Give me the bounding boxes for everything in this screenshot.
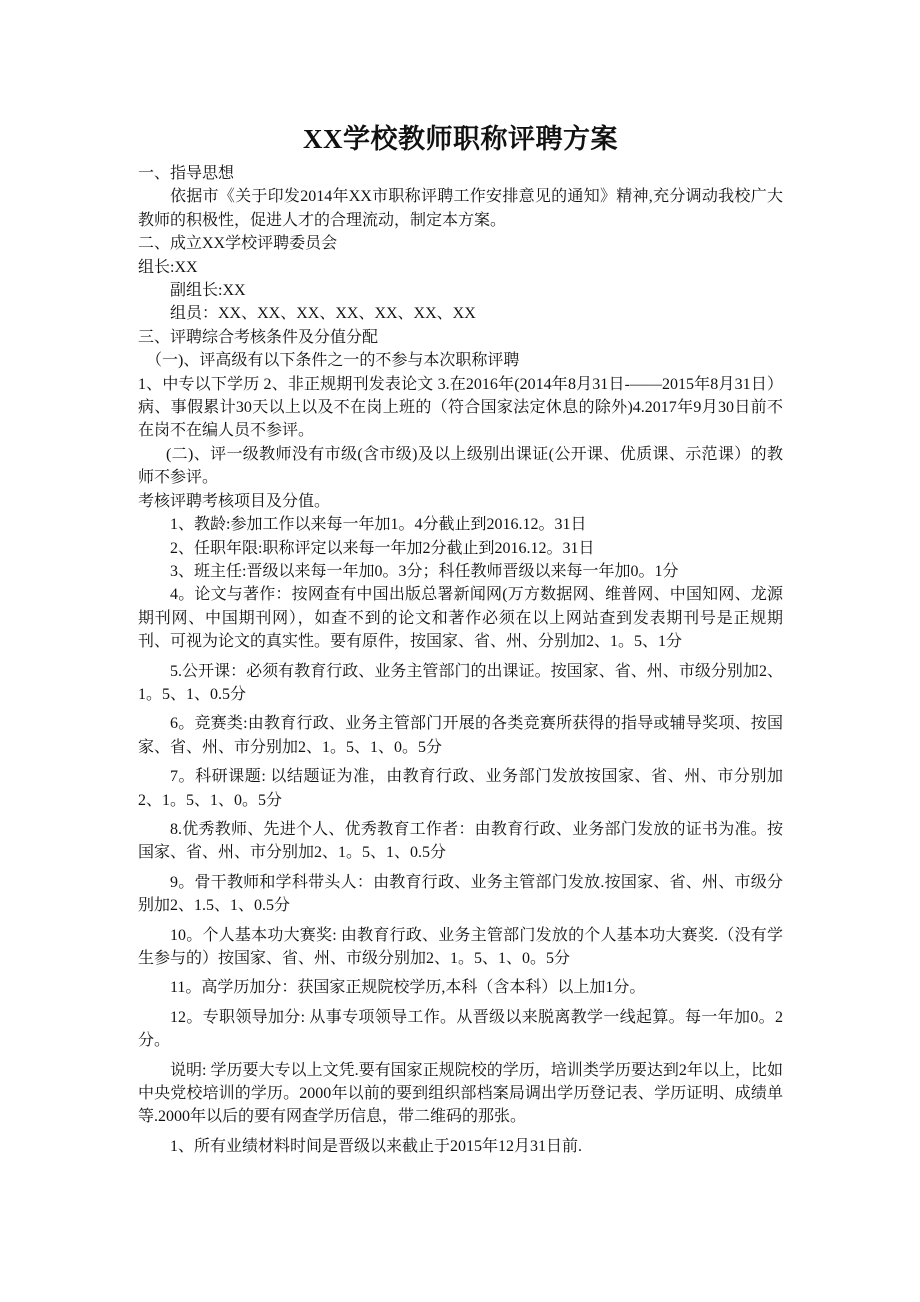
item-tenure-years: 2、任职年限:职称评定以来每一年加2分截止到2016.12。31日 [170, 539, 595, 557]
paragraph-exclusion-conditions: 1、中专以下学历 2、非正规期刊发表论文 3.在2016年(2014年8月31日-——2015年8月31日）病、事假累计30天以上以及不在岗上班的（符合国家法定休息的除外)4.2017年9月30日前不在岗不在编人员不参评。 [138, 375, 783, 440]
item-basic-skills: 10。个人基本功大赛奖: 由教育行政、业务主管部门发放的个人基本功大赛奖.（没有学生参与的）按国家、省、州、市级分别加2、1。5、1、0。5分 [138, 926, 783, 967]
subheading-senior-exclusion: （一)、评高级有以下条件之一的不参与本次职称评聘 [146, 352, 520, 370]
committee-deputy-leader: 副组长:XX [170, 282, 246, 300]
paragraph-materials-deadline: 1、所有业绩材料时间是晋级以来截止于2015年12月31日前. [170, 1137, 583, 1155]
section-heading-conditions: 三、评聘综合考核条件及分值分配 [138, 328, 379, 346]
section-heading-committee: 二、成立XX学校评聘委员会 [138, 235, 338, 253]
item-teaching-years: 1、教龄:参加工作以来每一年加1。4分截止到2016.12。31日 [170, 516, 587, 534]
subheading-first-level-exclusion: (二)、评一级教师没有市级(含市级)及以上级别出课证(公开课、优质课、示范课）的教师不参评。 [138, 445, 783, 487]
document-page [138, 0, 783, 1158]
item-higher-education: 11。高学历加分：获国家正规院校学历,本科（含本科）以上加1分。 [170, 979, 646, 997]
committee-leader: 组长:XX [138, 258, 198, 276]
item-class-teacher: 3、班主任:晋级以来每一年加0。3分；科任教师晋级以来每一年加0。1分 [170, 562, 679, 580]
item-excellent-teacher: 8.优秀教师、先进个人、优秀教育工作者：由教育行政、业务部门发放的证书为准。按国家、省、州、市分别加2、1。5、1、0.5分 [138, 820, 783, 862]
item-competitions: 6。竞赛类:由教育行政、业务主管部门开展的各类竞赛所获得的指导或辅导奖项、按国家、省、州、市分别加2、1。5、1、0。5分 [138, 715, 783, 756]
item-papers: 4。论文与著作：按网查有中国出版总署新闻网(万方数据网、维普网、中国知网、龙源期刊网、中国期刊网），如查不到的论文和著作必须在以上网站查到发表期刊号是正规期刊、可视为论文的真实性。要有原件，按国家、省、州、分别加2、1。5、1分 [138, 586, 783, 651]
committee-members: 组员：XX、XX、XX、XX、XX、XX、XX [170, 305, 476, 323]
item-open-class: 5.公开课：必须有教育行政、业务主管部门的出课证。按国家、省、州、市级分别加2、1。5、1、0.5分 [138, 662, 783, 703]
paragraph-explanation: 说明: 学历要大专以上文凭.要有国家正规院校的学历，培训类学历要达到2年以上，比如中央党校培训的学历。2000年以前的要到组织部档案局调出学历登记表、学历证明、成绩单等.2000年以后的要有网查学历信息，带二维码的那张。 [138, 1061, 783, 1126]
paragraph-basis: 依据市《关于印发2014年XX市职称评聘工作安排意见的通知》精神,充分调动我校广大教师的积极性，促进人才的合理流动，制定本方案。 [138, 188, 783, 229]
heading-assessment-items: 考核评聘考核项目及分值。 [138, 492, 331, 510]
document-title: XX学校教师职称评聘方案 [303, 124, 618, 154]
item-leadership: 12。专职领导加分: 从事专项领导工作。从晋级以来脱离教学一线起算。每一年加0。2分。 [138, 1008, 783, 1050]
section-heading-guiding-thought: 一、指导思想 [138, 165, 235, 182]
item-research: 7。科研课题: 以结题证为准，由教育行政、业务部门发放按国家、省、州、市分别加2、1。5、1、0。5分 [138, 768, 783, 809]
item-backbone-teacher: 9。骨干教师和学科带头人：由教育行政、业务主管部门发放.按国家、省、州、市级分别加2、1.5、1、0.5分 [138, 873, 783, 915]
